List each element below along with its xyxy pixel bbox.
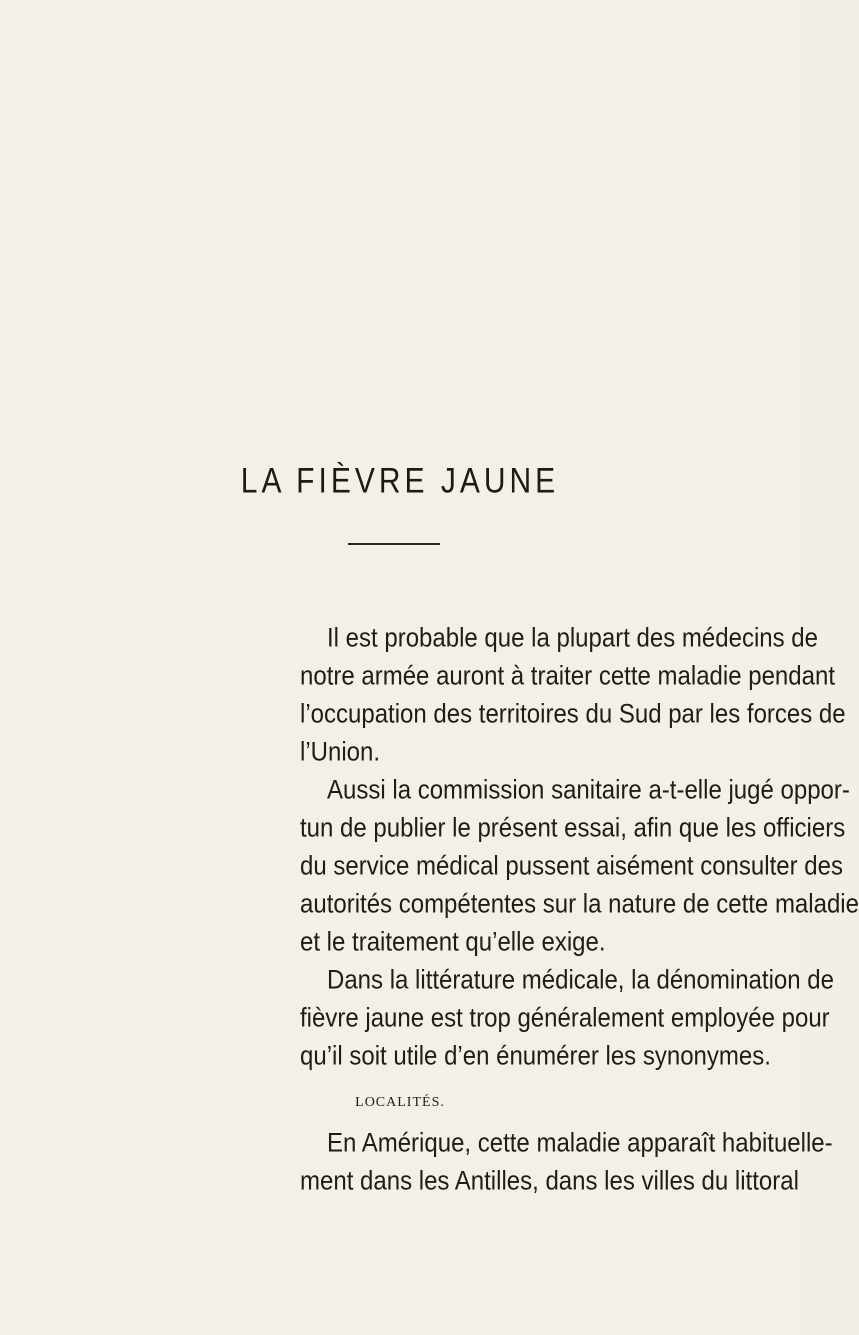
title-divider [348,543,440,545]
body-line: fièvre jaune est trop généralement employée pour [300,1002,830,1033]
body-line: du service médical pussent aisément consulter des [300,850,843,881]
body-line: qu’il soit utile d’en énumérer les synonymes. [300,1040,771,1071]
body-line: tun de publier le présent essai, afin que les officiers [300,812,846,843]
body-line: et le traitement qu’elle exige. [300,926,606,957]
body-line: ment dans les Antilles, dans les villes du littoral [300,1165,799,1196]
body-line: l’occupation des territoires du Sud par les forces de [300,698,846,729]
body-line: l’Union. [300,736,381,767]
body-line: En Amérique, cette maladie apparaît habituelle- [327,1127,833,1158]
body-line: autorités compétentes sur la nature de cette maladie [300,888,859,919]
body-line: Aussi la commission sanitaire a-t-elle jugé oppor- [327,774,850,805]
body-line: Dans la littérature médicale, la dénomination de [327,964,834,995]
page-title: LA FIÈVRE JAUNE [240,462,560,501]
section-heading: LOCALITÉS. [355,1095,445,1110]
body-line: notre armée auront à traiter cette maladie pendant [300,660,835,691]
body-line: Il est probable que la plupart des médecins de [327,622,818,653]
